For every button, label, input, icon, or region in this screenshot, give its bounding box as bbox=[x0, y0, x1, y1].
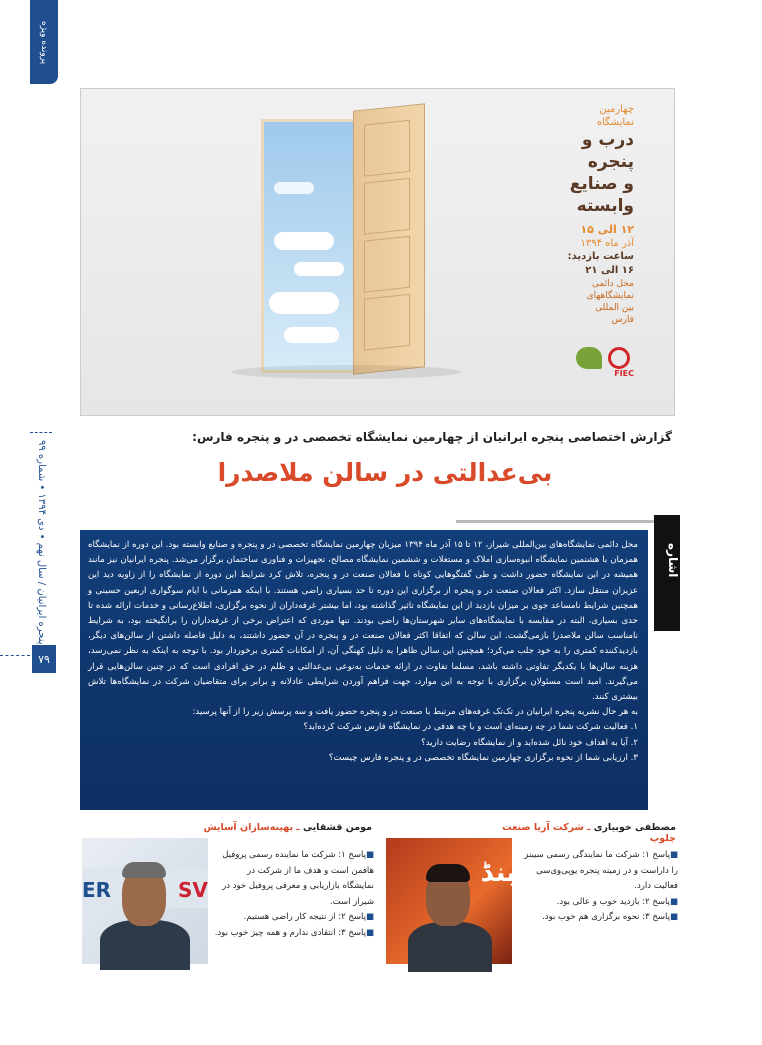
answer-3: پاسخ ۳: انتقادی ندارم و همه چیز خوب بود. bbox=[214, 927, 366, 938]
poster-month: آذر ماه ۱۳۹۴ bbox=[580, 238, 634, 249]
door-shadow bbox=[231, 365, 461, 379]
poster-logos bbox=[576, 347, 630, 369]
question-1: ۱. فعالیت شرکت شما در چه زمینه‌ای است و با چه هدفی در نمایشگاه فارس شرکت کرده‌اید؟ bbox=[303, 722, 638, 733]
section-label: پرونده ویژه bbox=[39, 21, 49, 65]
article-headline: بی‌عدالتی در سالن ملاصدرا bbox=[217, 458, 553, 487]
photo-hair bbox=[122, 862, 166, 878]
fiec-ring-logo bbox=[608, 347, 630, 369]
respondent-2-answers: ■پاسخ ۱: شرکت ما نماینده رسمی پروفیل هافمن است و هدف ما از شرکت در نمایشگاه بازاریابی و معرفی پروفیل خود در شیراز است. ■پاسخ ۲: از نتیجه کار راضی هستیم. ■پاسخ ۳: انتقادی ندارم و همه چیز خوب بود. bbox=[214, 850, 374, 938]
photo-banner-letters: ER bbox=[82, 878, 112, 902]
photo-banner-letters: SV bbox=[178, 878, 208, 902]
respondent-1-answers: ■پاسخ ۱: شرکت ما نمایندگی رسمی سیبنز را داراست و در زمینه پنجره یوپی‌وی‌سی فعالیت دارد. ■پاسخ ۲: بازدید خوب و عالی بود. ■پاسخ ۳: نحوه برگزاری هم خوب بود. bbox=[524, 850, 678, 922]
respondent-2-photo bbox=[82, 838, 208, 964]
respondent-company: بهینه‌سازان آسایش bbox=[203, 822, 294, 833]
journal-line: پنجره ایرانیان / سال نهم • دی ۱۳۹۴ • شماره ۹۹ bbox=[36, 440, 47, 645]
poster-title-line: وابسته bbox=[576, 196, 634, 216]
poster-exhibition-word: نمایشگاه bbox=[596, 117, 634, 128]
answer-2: پاسخ ۲: بازدید خوب و عالی بود. bbox=[556, 896, 670, 907]
intro-text bbox=[88, 538, 638, 766]
answer-3: پاسخ ۳: نحوه برگزاری هم خوب بود. bbox=[542, 912, 670, 922]
respondent-separator: ـ bbox=[583, 822, 594, 833]
green-leaf-logo bbox=[576, 347, 602, 369]
open-door bbox=[353, 103, 425, 375]
poster-title-line: و صنایع bbox=[569, 174, 634, 194]
door-opening bbox=[261, 119, 362, 373]
poster-ordinal: چهارمین bbox=[599, 104, 634, 115]
page-number: ۷۹ bbox=[32, 645, 56, 673]
poster-hours-value: ۱۶ الی ۲۱ bbox=[585, 265, 634, 276]
respondent-company: شرکت آریا صنعت چلوپ bbox=[502, 822, 676, 844]
poster-venue-line: فارس bbox=[611, 315, 634, 325]
photo-sign-text: بنڈ bbox=[480, 858, 516, 888]
photo-body bbox=[408, 922, 492, 972]
question-3: ۳. ارزیابی شما از نحوه برگزاری چهارمین نمایشگاه تخصصی در و پنجره فارس چیست؟ bbox=[328, 752, 638, 763]
poster-venue-line: بین المللی bbox=[595, 303, 634, 313]
poster-venue-line: محل دائمی bbox=[591, 279, 634, 289]
exhibition-poster-text bbox=[484, 103, 634, 326]
answer-1: پاسخ ۱: شرکت ما نماینده رسمی پروفیل هافمن است و هدف ما از شرکت در نمایشگاه بازاریابی و معرفی پروفیل خود در شیراز است. bbox=[222, 850, 374, 907]
respondent-name: مصطفی خوبیاری bbox=[593, 822, 676, 833]
question-2: ۲. آیا به اهداف خود نائل شده‌اید و از نمایشگاه رضایت دارید؟ bbox=[421, 737, 638, 748]
article-kicker: گزارش اختصاصی پنجره ایرانیان از چهارمین نمایشگاه تخصصی در و پنجره فارس: bbox=[192, 430, 672, 444]
hero-image bbox=[80, 88, 675, 416]
photo-hair bbox=[426, 864, 470, 882]
intro-tag-label: اشاره bbox=[666, 542, 680, 578]
page-number-rule bbox=[0, 655, 30, 656]
intro-paragraph: محل دائمی نمایشگاه‌های بین‌المللی شیراز، ۱۲ تا ۱۵ آذر ماه ۱۳۹۴ میزبان چهارمین نمایشگاه تخصصی در و پنجره و صنایع وابسته بود. این دوره از نمایشگاه همزمان با هشتمین نمایشگاه انبوه‌سازی املاک و مستغلات و ششمین نمایشگاه مصالح، تجهیزات و فناوری ساختمان برگزار می‌شد. پنجره ایرانیان نیز مانند همیشه در این نمایشگاه حضور داشت و طی گفتگوهایی کوتاه با فعالان صنعت در و پنجره، تلاش کرد شرایط این دوره از نمایشگاه را از زاویه دید این عزیزان منتقل سازد. اکثر فعالان صنعت در و پنجره از برگزاری این دوره تا حد بسیاری راضی هستند. با اینکه همزمانی با ایام سوگواری اربعین حسینی و همچنین شرایط نامساعد جوی بر میزان بازدید از این نمایشگاه تاثیر گذاشته بود، اما بیشتر غرفه‌داران از نحوه برگزاری، اطلاع‌رسانی و خدمات ارائه شده تا حدی بسیاری، البته در مقایسه با نمایشگاه‌های سایر شهرستان‌ها راضی بودند. تنها موردی که اعتراض برخی از غرفه‌داران را برانگیخته بود، به شرایط نامناسب سالن ملاصدرا بازمی‌گشت. این سالن که اتفاقا اکثر فعالان صنعت در و پنجره در آن حضور داشتند، به دلیل فاصله داشتن از سالن‌های دیگر، بازدیدکننده کمتری را به خود جلب می‌کرد؛ همچنین این سالن ظاهرا به دلیل کهنگی آن، از امکانات کمتری برخوردار بود. با توجه به اینکه به نظر نمی‌رسد، هزینه سالن‌ها با یکدیگر تفاوتی داشته باشد، مسلما تفاوت در ارائه خدمات به‌نوعی بی‌عدالتی و ظلم در حق افرادی است که در چنین سالن‌هایی قرار می‌گیرند. امید است مسئولان برگزاری با توجه به این موارد، جهت فراهم آوردن شرایطی عادلانه و برابر برای متقاضیان شرکت در نمایشگاه‌ها تلاش بیشتری کنند. bbox=[88, 540, 638, 703]
headline-rule bbox=[456, 520, 656, 523]
poster-dates: ۱۲ الی ۱۵ bbox=[580, 223, 634, 236]
respondent-1-photo bbox=[386, 838, 516, 964]
respondent-separator: ـ bbox=[293, 822, 303, 833]
poster-title-line: پنجره bbox=[587, 152, 634, 172]
poster-hours-label: ساعت بازدید: bbox=[567, 251, 634, 262]
fiec-logo-text: FIEC bbox=[614, 369, 634, 378]
intro-paragraph: به هر حال نشریه پنجره ایرانیان در تک‌تک غرفه‌های مرتبط با صنعت در و پنجره حضور یافت و سه پرسش زیر را از آنها پرسید: bbox=[192, 707, 638, 718]
poster-venue-line: نمایشگاههای bbox=[586, 291, 634, 301]
answer-2: پاسخ ۲: از نتیجه کار راضی هستیم. bbox=[243, 912, 366, 922]
poster-title-line: درب و bbox=[581, 130, 634, 150]
answer-1: پاسخ ۱: شرکت ما نمایندگی رسمی سیبنز را داراست و در زمینه پنجره یوپی‌وی‌سی فعالیت دارد. bbox=[524, 850, 678, 891]
respondent-name: مومن قشقایی bbox=[302, 822, 372, 833]
respondent-2-header bbox=[172, 822, 372, 833]
photo-body bbox=[100, 920, 190, 970]
